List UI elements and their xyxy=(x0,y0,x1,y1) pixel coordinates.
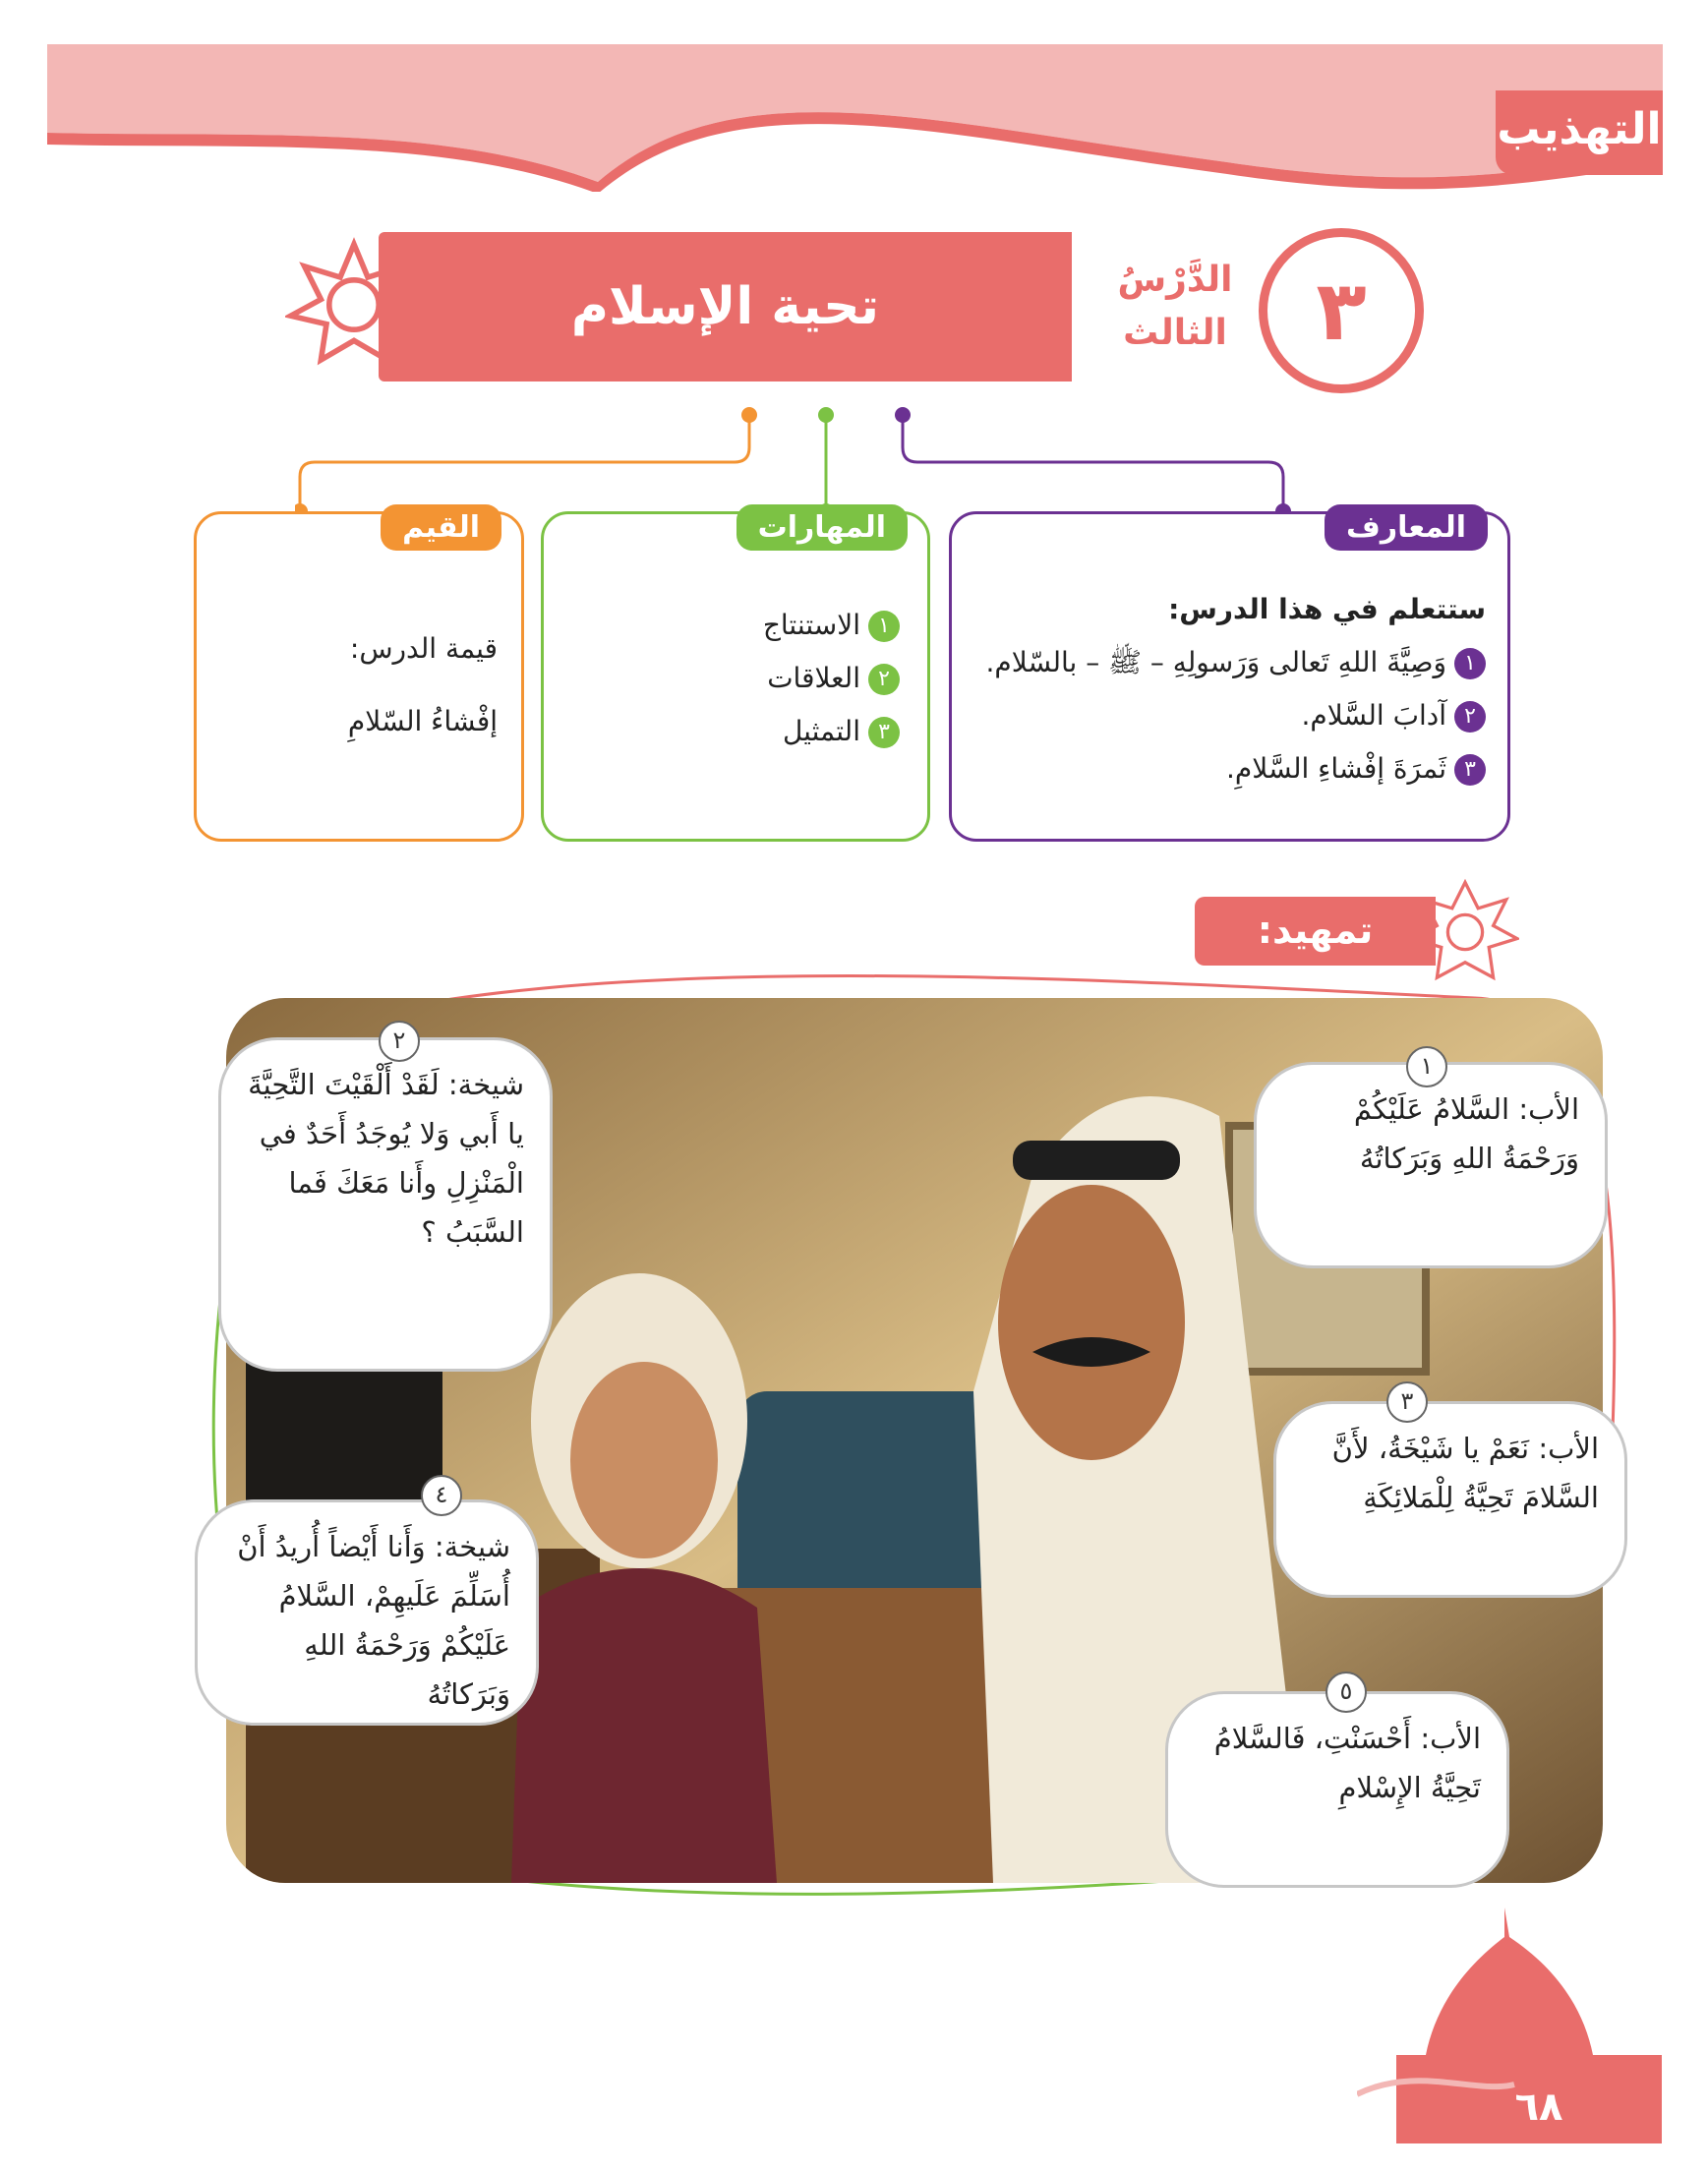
number-badge: ٢ xyxy=(1454,701,1486,733)
number-badge: ١ xyxy=(1454,648,1486,679)
dialogue-text: السَّلامُ عَلَيْكُمْ وَرَحْمَةُ اللهِ وَبَرَكاتُهُ xyxy=(1353,1092,1579,1175)
number-badge: ٣ xyxy=(868,717,900,748)
speech-bubble-3 xyxy=(1273,1401,1627,1598)
lesson-word-1: الدَّرْسُ xyxy=(1117,260,1233,300)
bubble-number: ٣ xyxy=(1386,1381,1428,1423)
skills-content xyxy=(558,599,900,758)
values-label: قيمة الدرس: xyxy=(349,632,498,665)
header-pattern-band xyxy=(47,44,1663,192)
lesson-word-2: الثالث xyxy=(1123,313,1227,353)
bubble-number: ٢ xyxy=(379,1021,420,1062)
knowledge-item-text: وَصِيَّةَ اللهِ تَعالى وَرَسولِهِ – ﷺ – بالسّلام. xyxy=(985,646,1446,678)
values-box xyxy=(194,511,524,842)
knowledge-item xyxy=(966,742,1486,795)
skills-box xyxy=(541,511,930,842)
knowledge-intro: ستتعلم في هذا الدرس: xyxy=(1168,593,1486,625)
knowledge-title: المعارف xyxy=(1325,504,1488,551)
skills-title: المهارات xyxy=(736,504,908,551)
speaker-label: الأب: xyxy=(1538,1432,1599,1465)
knowledge-item xyxy=(966,689,1486,742)
lesson-title: تحية الإسلام xyxy=(379,232,1072,382)
knowledge-item-text: آدابَ السَّلام. xyxy=(1301,699,1446,732)
knowledge-content xyxy=(966,583,1486,795)
skills-item-text: العلاقات xyxy=(767,662,860,694)
skills-item-text: التمثيل xyxy=(782,715,860,747)
values-value: إفْشاءُ السّلامِ xyxy=(347,705,498,737)
connector-lines xyxy=(295,403,1298,521)
knowledge-box xyxy=(949,511,1510,842)
speaker-label: الأب: xyxy=(1518,1092,1579,1126)
speaker-label: الأب: xyxy=(1420,1722,1481,1755)
skills-item xyxy=(558,652,900,705)
speech-bubble-2 xyxy=(218,1037,553,1372)
speech-bubble-1 xyxy=(1254,1062,1608,1268)
skills-item xyxy=(558,705,900,758)
lesson-label xyxy=(1096,254,1254,391)
dialogue-text: لَقَدْ أَلْقَيْتَ التَّحِيَّةَ يا أَبي وَلا يُوجَدُ أَحَدٌ في الْمَنْزِلِ وأَنا مَعَكَ فَما السَّبَبُ ؟ xyxy=(248,1068,524,1249)
intro-label: تمهيد: xyxy=(1195,897,1436,966)
values-title: القيم xyxy=(381,504,501,551)
page-number: ٦٨ xyxy=(1514,2084,1563,2130)
skills-item-text: الاستنتاج xyxy=(762,609,860,641)
knowledge-item xyxy=(966,636,1486,689)
knowledge-item-text: ثَمرَةَ إفْشاءِ السَّلامِ. xyxy=(1226,752,1446,785)
speaker-label: شيخة: xyxy=(447,1068,524,1101)
dialogue-text: وَأَنا أَيْضاً أُريدُ أَنْ أُسَلِّمَ عَلَيهِمْ، السَّلامُ عَلَيْكُمْ وَرَحْمَةُ اللهِ وَبَرَكاتُهُ xyxy=(237,1530,510,1711)
number-badge: ٣ xyxy=(1454,754,1486,786)
lesson-number: ٣ xyxy=(1259,228,1424,393)
values-content xyxy=(210,613,498,758)
dialogue-text: أَحْسَنْتِ، فَالسَّلامُ تَحِيَّةُ الإِسْلامِ xyxy=(1213,1722,1481,1804)
speech-bubble-5 xyxy=(1165,1691,1509,1888)
number-badge: ٢ xyxy=(868,664,900,695)
bubble-number: ٥ xyxy=(1325,1672,1367,1713)
bubble-number: ١ xyxy=(1406,1046,1447,1087)
number-badge: ١ xyxy=(868,611,900,642)
bubble-number: ٤ xyxy=(421,1475,462,1516)
skills-item xyxy=(558,599,900,652)
speaker-label: شيخة: xyxy=(434,1530,510,1563)
speech-bubble-4 xyxy=(195,1499,539,1726)
subject-label: التهذيب xyxy=(1496,90,1663,175)
dialogue-text: نَعَمْ يا شَيْخَةُ، لأَنَّ السَّلامَ تَحِيَّةُ لِلْمَلائِكَةِ xyxy=(1331,1432,1599,1514)
